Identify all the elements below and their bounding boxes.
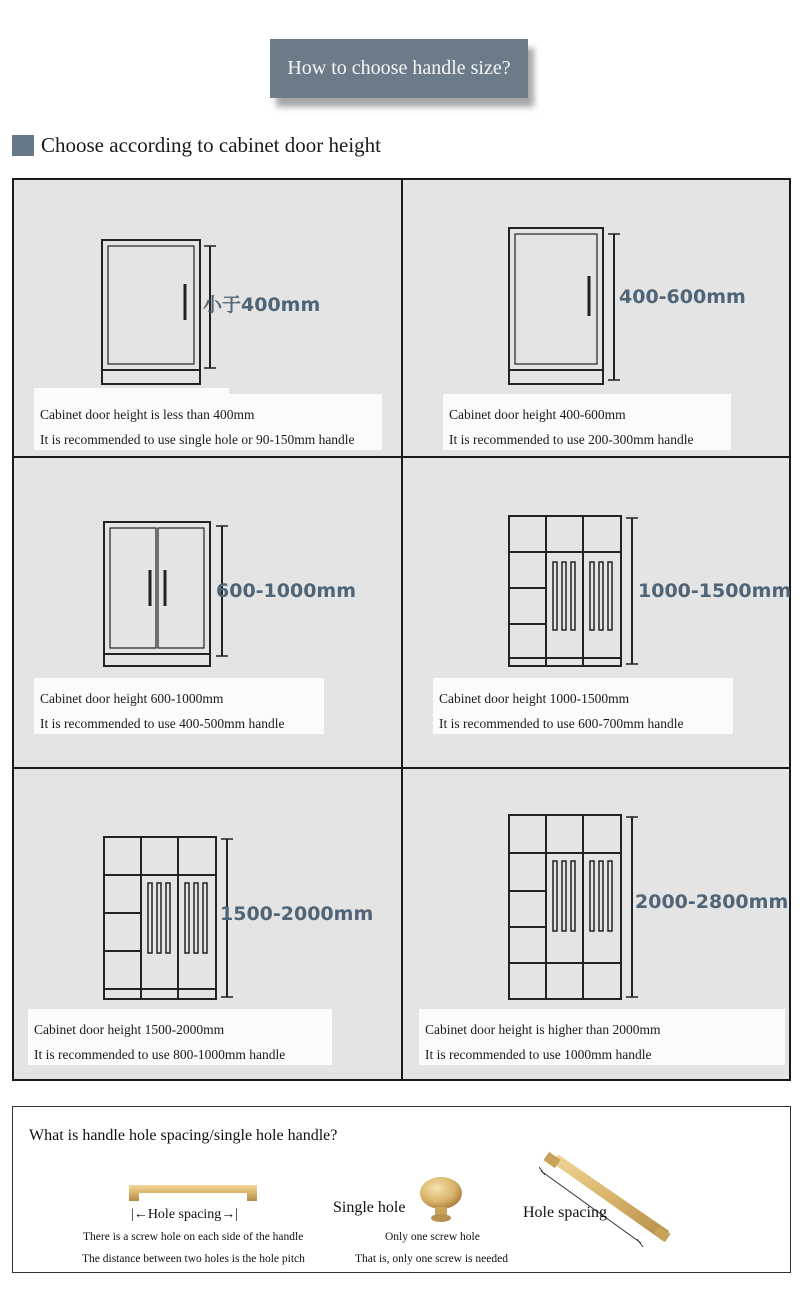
caption-line-height: Cabinet door height is less than 400mm (40, 407, 255, 422)
knob-icon (415, 1173, 467, 1225)
measure-label: 小于400mm (203, 294, 321, 316)
cell-caption (34, 678, 324, 734)
left-arrow-icon: |← (131, 1207, 148, 1222)
hole-spacing-label-2: Hole spacing (523, 1204, 607, 1221)
caption-line-recommend: It is recommended to use single hole or 90-150mm handle (40, 432, 355, 447)
caption-line-height: Cabinet door height 400-600mm (449, 407, 626, 422)
caption-line-recommend: It is recommended to use 400-500mm handle (40, 716, 285, 731)
section-marker-square (12, 135, 34, 156)
measure-label: 1500-2000mm (220, 903, 374, 925)
right-arrow-icon: →| (221, 1207, 239, 1222)
hole-spacing-desc-1: There is a screw hole on each side of the handle (83, 1231, 304, 1243)
cell-under-400 (14, 180, 401, 456)
cell-caption (433, 678, 733, 734)
measure-label: 1000-1500mm (638, 580, 792, 602)
info-title: What is handle hole spacing/single hole handle? (29, 1127, 338, 1144)
angled-bar-handle-icon (539, 1151, 675, 1251)
single-hole-desc-1: Only one screw hole (385, 1231, 480, 1243)
caption-line-recommend: It is recommended to use 200-300mm handle (449, 432, 694, 447)
cell-400-600 (403, 180, 791, 456)
caption-line-recommend: It is recommended to use 800-1000mm handle (34, 1047, 286, 1062)
caption-line-recommend: It is recommended to use 600-700mm handle (439, 716, 684, 731)
caption-line-height: Cabinet door height 1000-1500mm (439, 691, 630, 706)
cell-600-1000 (14, 458, 401, 767)
cell-caption (34, 394, 382, 450)
caption-line-height: Cabinet door height is higher than 2000mm (425, 1022, 661, 1037)
cell-caption (419, 1009, 785, 1065)
measure-label: 2000-2800mm (635, 891, 789, 913)
single-hole-label: Single hole (333, 1199, 406, 1216)
bar-handle-icon (125, 1179, 261, 1205)
caption-line-height: Cabinet door height 600-1000mm (40, 691, 224, 706)
cell-2000-2800 (403, 769, 791, 1079)
single-hole-desc-2: That is, only one screw is needed (355, 1253, 508, 1265)
section-heading-text: Choose according to cabinet door height (41, 132, 381, 157)
hole-spacing-desc-2: The distance between two holes is the hole pitch (82, 1253, 305, 1265)
cell-1500-2000 (14, 769, 401, 1079)
cell-caption (443, 394, 731, 450)
measure-label: 600-1000mm (216, 580, 357, 602)
section-heading (12, 130, 381, 160)
hole-spacing-info-box (12, 1106, 791, 1273)
caption-line-recommend: It is recommended to use 1000mm handle (425, 1047, 652, 1062)
caption-line-height: Cabinet door height 1500-2000mm (34, 1022, 225, 1037)
cell-caption (28, 1009, 332, 1065)
cell-1000-1500 (403, 458, 791, 767)
measure-label: 400-600mm (619, 286, 746, 308)
cabinet-height-grid (12, 178, 791, 1081)
page-banner: How to choose handle size? (270, 39, 528, 98)
hole-spacing-arrow-label (131, 1207, 238, 1223)
hole-spacing-label: Hole spacing (147, 1207, 222, 1222)
